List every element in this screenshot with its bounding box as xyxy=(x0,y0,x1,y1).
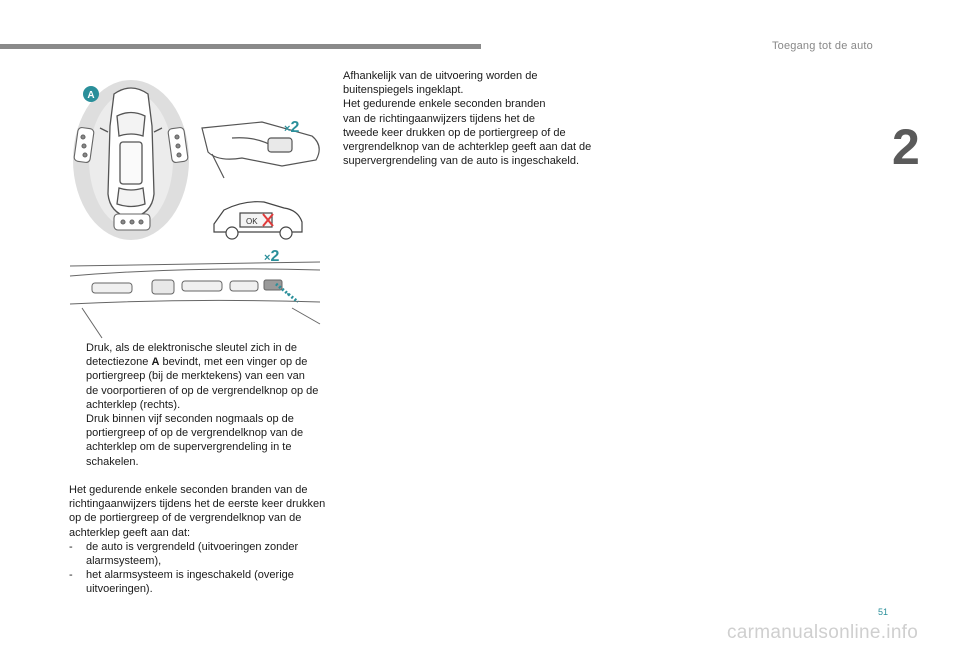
text-line: buitenspiegels ingeklapt. xyxy=(343,84,464,97)
text-line: uitvoeringen). xyxy=(86,583,153,596)
text-line: supervergrendeling van de auto is ingeschakeld. xyxy=(343,155,580,168)
svg-text:×2: ×2 xyxy=(284,119,300,136)
text-line: van de richtingaanwijzers tijdens het de xyxy=(343,112,536,125)
indicator-paragraph xyxy=(69,483,325,597)
ok-label: OK xyxy=(246,217,258,226)
text-line: richtingaanwijzers tijdens het de eerste keer drukken xyxy=(69,498,326,511)
svg-text:×2: ×2 xyxy=(264,248,280,265)
text-line: Het gedurende enkele seconden branden van de xyxy=(69,484,308,496)
text-line xyxy=(86,355,318,369)
dash-marker: - xyxy=(69,540,73,553)
text-line: Het gedurende enkele seconden branden xyxy=(343,98,546,111)
text-line: tweede keer drukken op de portiergreep of de xyxy=(343,126,566,139)
header-rule xyxy=(0,44,481,49)
list-item xyxy=(69,540,325,568)
text-fragment: bevindt, met een vinger op de xyxy=(159,356,308,369)
chapter-number: 2 xyxy=(892,119,920,175)
text-line: het alarmsysteem is ingeschakeld (overige xyxy=(86,569,294,582)
superlocking-illustration xyxy=(62,76,324,341)
text-line: portiergreep of op de vergrendelknop van de xyxy=(86,427,304,440)
right-paragraph xyxy=(343,69,591,168)
text-line: vergrendelknop van de achterklep geeft aan dat de xyxy=(343,141,592,154)
text-line: alarmsysteem), xyxy=(86,555,162,568)
watermark: carmanualsonline.info xyxy=(727,622,919,643)
text-line: achterklep om de supervergrendeling in te xyxy=(86,441,292,454)
tailgate-button-icon xyxy=(114,214,150,230)
text-fragment: detectiezone xyxy=(86,356,152,369)
finger-press-icon xyxy=(276,284,298,302)
text-line: achterklep (rechts). xyxy=(86,398,181,411)
step-1 xyxy=(69,341,318,412)
car-side-lock-icon xyxy=(214,202,302,239)
text-line: op de portiergreep of de vergrendelknop van de xyxy=(69,512,302,525)
press-count-top: 2 xyxy=(290,119,300,136)
instruction-steps xyxy=(69,341,318,469)
zone-a-label: A xyxy=(87,90,95,101)
text-line: Druk binnen vijf seconden nogmaals op de xyxy=(86,413,294,426)
text-line: Druk, als de elektronische sleutel zich in de xyxy=(86,342,297,354)
page-number: 51 xyxy=(878,607,889,617)
text-line: achterklep geeft aan dat: xyxy=(69,526,191,539)
text-line: de voorportieren of op de vergrendelknop op de xyxy=(86,384,319,397)
tailgate-view-icon xyxy=(70,262,320,338)
step-2 xyxy=(69,412,318,469)
text-line: schakelen. xyxy=(86,455,139,468)
text-line: portiergreep (bij de merktekens) van een van xyxy=(86,370,305,383)
press-count-bottom: 2 xyxy=(270,248,280,265)
hand-on-handle-icon xyxy=(202,122,319,178)
dash-marker: - xyxy=(69,569,73,582)
zone-reference: A xyxy=(151,356,160,369)
chapter-title: Toegang tot de auto xyxy=(771,40,873,52)
text-line: Afhankelijk van de uitvoering worden de xyxy=(343,70,538,82)
list-item xyxy=(69,568,325,596)
text-line: de auto is vergrendeld (uitvoeringen zonder xyxy=(86,540,299,553)
